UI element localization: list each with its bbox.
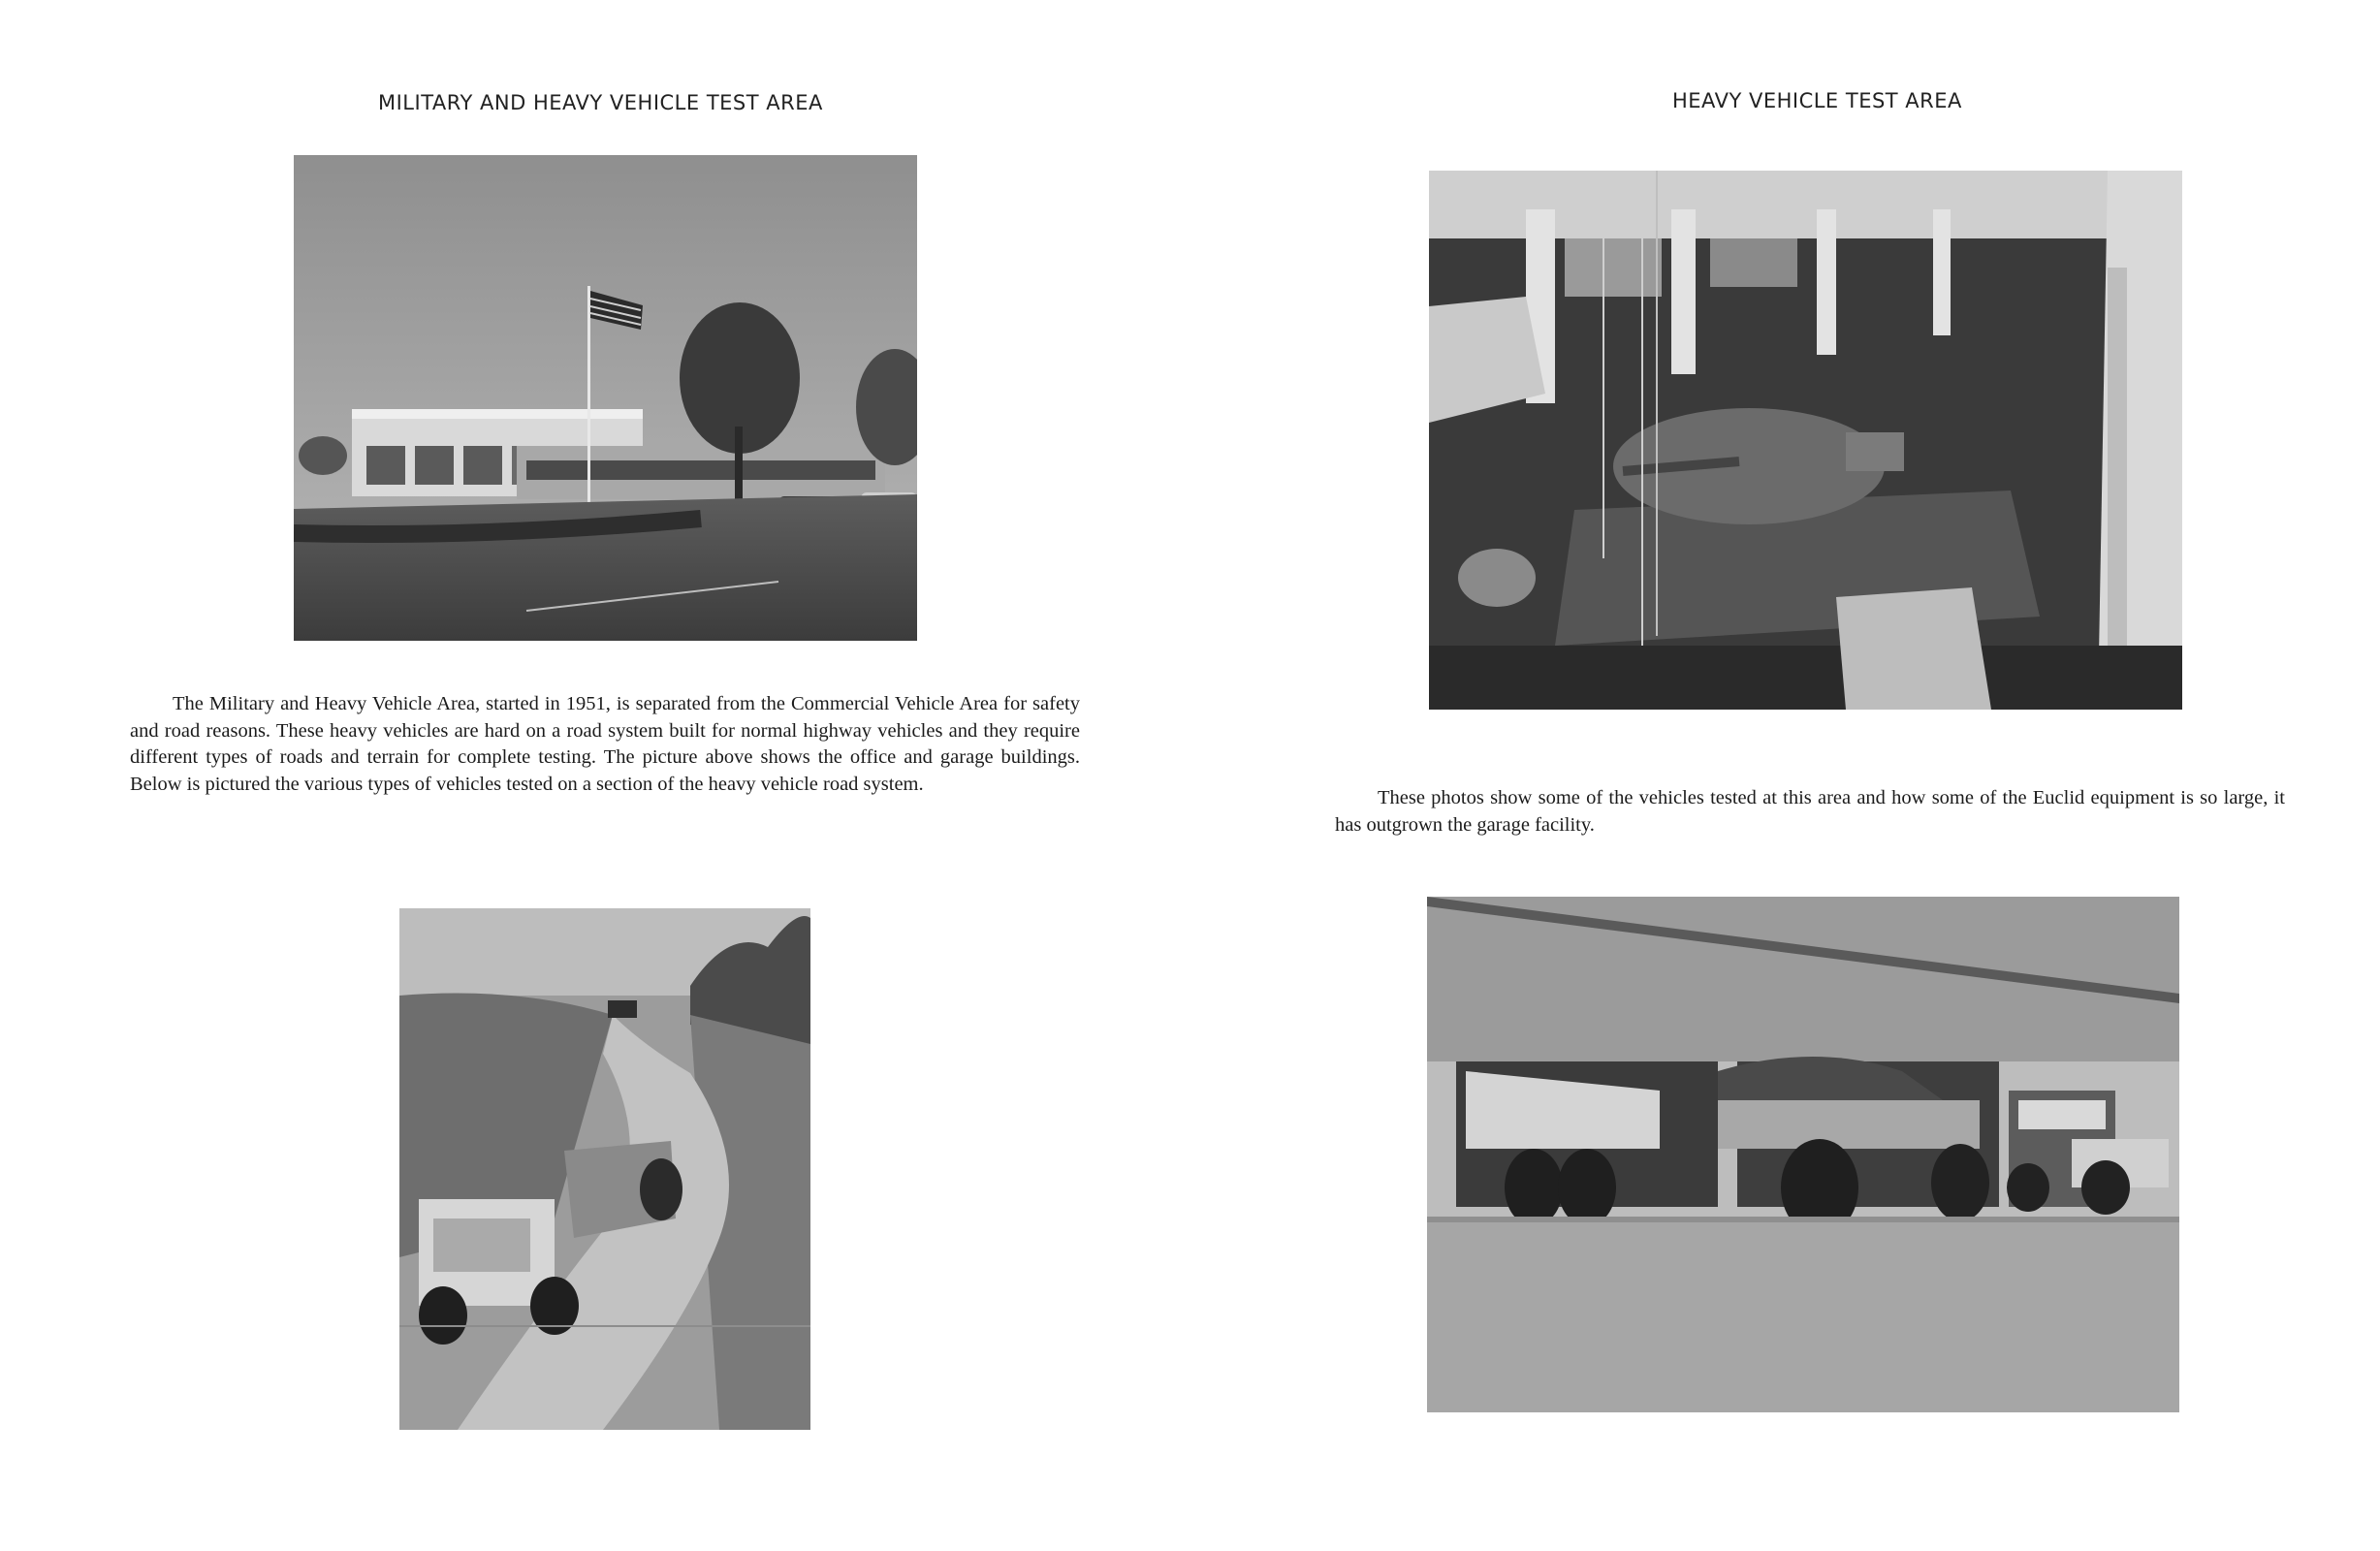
right-page-paragraph	[1335, 785, 2285, 839]
right-page-paragraph-text: These photos show some of the vehicles tested at this area and how some of the Euclid equipment is so large, it has outgrown the garage facility.	[1335, 787, 2285, 836]
left-page-paragraph-text: The Military and Heavy Vehicle Area, started in 1951, is separated from the Commercial Vehicle Area for safety and road reasons. These heavy vehicles are hard on a road system built for normal highway vehicles and they require different types of roads and terrain for complete testing. The picture above shows the office and garage buildings. Below is pictured the various types of vehicles tested on a section of the heavy vehicle road system.	[130, 693, 1080, 795]
left-page-paragraph	[130, 691, 1080, 798]
garage-interior-tank-photo	[1429, 171, 2182, 710]
euclid-trucks-garage-photo	[1427, 897, 2179, 1412]
right-page-heading: HEAVY VEHICLE TEST AREA	[1672, 89, 1962, 112]
right-page	[1260, 0, 2380, 1551]
office-garage-building-photo	[294, 155, 917, 641]
heavy-vehicle-road-photo	[399, 908, 810, 1430]
left-page	[0, 0, 1163, 1551]
left-page-heading: MILITARY AND HEAVY VEHICLE TEST AREA	[378, 91, 823, 114]
